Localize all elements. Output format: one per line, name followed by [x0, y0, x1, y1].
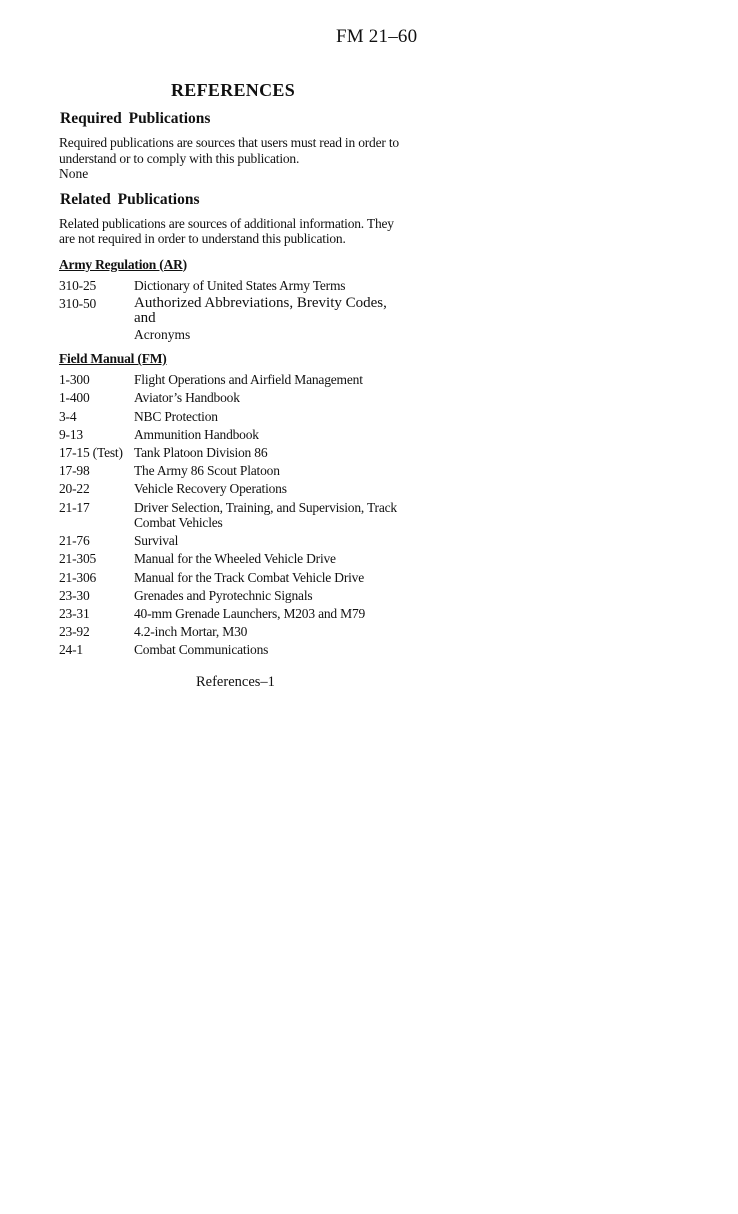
reference-number: 21-305: [59, 551, 97, 567]
reference-title-continuation: Combat Vehicles: [134, 515, 223, 530]
reference-title: Tank Platoon Division 86: [134, 444, 268, 460]
army-regulation-list: [59, 278, 411, 344]
reference-title: [134, 296, 411, 344]
list-item: [59, 551, 411, 567]
document-id: FM 21–60: [336, 26, 418, 47]
reference-number: 310-25: [59, 277, 97, 293]
reference-number: 9-13: [59, 426, 83, 442]
reference-title: Survival: [134, 533, 179, 549]
list-item: [59, 463, 411, 479]
related-publications-heading: Related Publications: [60, 190, 200, 208]
page-number: References–1: [196, 674, 275, 690]
army-regulation-heading: Army Regulation (AR): [59, 256, 187, 272]
references-content: [59, 80, 411, 666]
reference-number: 21-17: [59, 499, 90, 515]
reference-number: 17-98: [59, 463, 90, 479]
list-item: [59, 296, 411, 344]
list-item: [59, 500, 411, 531]
reference-title: Manual for the Wheeled Vehicle Drive: [134, 551, 336, 567]
reference-title: Aviator’s Handbook: [134, 390, 240, 406]
list-item: [59, 409, 411, 425]
list-item: [59, 445, 411, 461]
list-item: [59, 481, 411, 497]
reference-title: 40-mm Grenade Launchers, M203 and M79: [134, 605, 366, 621]
page-title: REFERENCES: [170, 80, 296, 100]
reference-number: 310-50: [59, 295, 97, 311]
required-publications-heading: Required Publications: [60, 110, 211, 127]
reference-number: 21-306: [59, 569, 97, 585]
list-item: [59, 427, 411, 443]
reference-title: Flight Operations and Airfield Management: [134, 372, 363, 388]
list-item: [59, 624, 411, 640]
reference-title-continuation: Acronyms: [134, 326, 191, 342]
reference-number: 23-92: [59, 624, 90, 640]
reference-title: The Army 86 Scout Platoon: [134, 463, 280, 479]
reference-title: Ammunition Handbook: [134, 426, 259, 442]
reference-title: Manual for the Track Combat Vehicle Drive: [134, 569, 365, 585]
reference-number: 23-31: [59, 605, 90, 621]
reference-number: 1-400: [59, 390, 90, 406]
required-publications-text: Required publications are sources that users must read in order to understand or to comply with this publication.: [59, 135, 399, 166]
list-item: [59, 606, 411, 622]
reference-title: NBC Protection: [134, 408, 218, 424]
list-item: [59, 372, 411, 388]
reference-title: Dictionary of United States Army Terms: [134, 277, 346, 293]
reference-number: 20-22: [59, 481, 90, 497]
reference-title: Combat Communications: [134, 642, 269, 658]
list-item: [59, 533, 411, 549]
required-publications-none: None: [59, 166, 89, 181]
reference-title-line: Authorized Abbreviations, Brevity Codes, and: [134, 294, 387, 327]
list-item: [59, 588, 411, 604]
list-item: [59, 390, 411, 406]
reference-title-line: Driver Selection, Training, and Supervision, Track: [134, 499, 397, 515]
reference-number: 23-30: [59, 587, 90, 603]
reference-number: 1-300: [59, 372, 90, 388]
reference-title: [134, 500, 411, 531]
reference-number: 3-4: [59, 408, 77, 424]
list-item: [59, 570, 411, 586]
reference-number: 21-76: [59, 533, 90, 549]
reference-title: Vehicle Recovery Operations: [134, 481, 287, 497]
reference-number: 17-15 (Test): [59, 444, 123, 460]
reference-title: 4.2-inch Mortar, M30: [134, 624, 248, 640]
reference-title: Grenades and Pyrotechnic Signals: [134, 587, 313, 603]
related-publications-text: Related publications are sources of additional information. They are not required in order to understand this publication.: [59, 215, 394, 246]
list-item: [59, 278, 411, 294]
field-manual-list: [59, 372, 411, 658]
field-manual-heading: Field Manual (FM): [59, 351, 167, 367]
reference-number: 24-1: [59, 642, 83, 658]
list-item: [59, 642, 411, 658]
